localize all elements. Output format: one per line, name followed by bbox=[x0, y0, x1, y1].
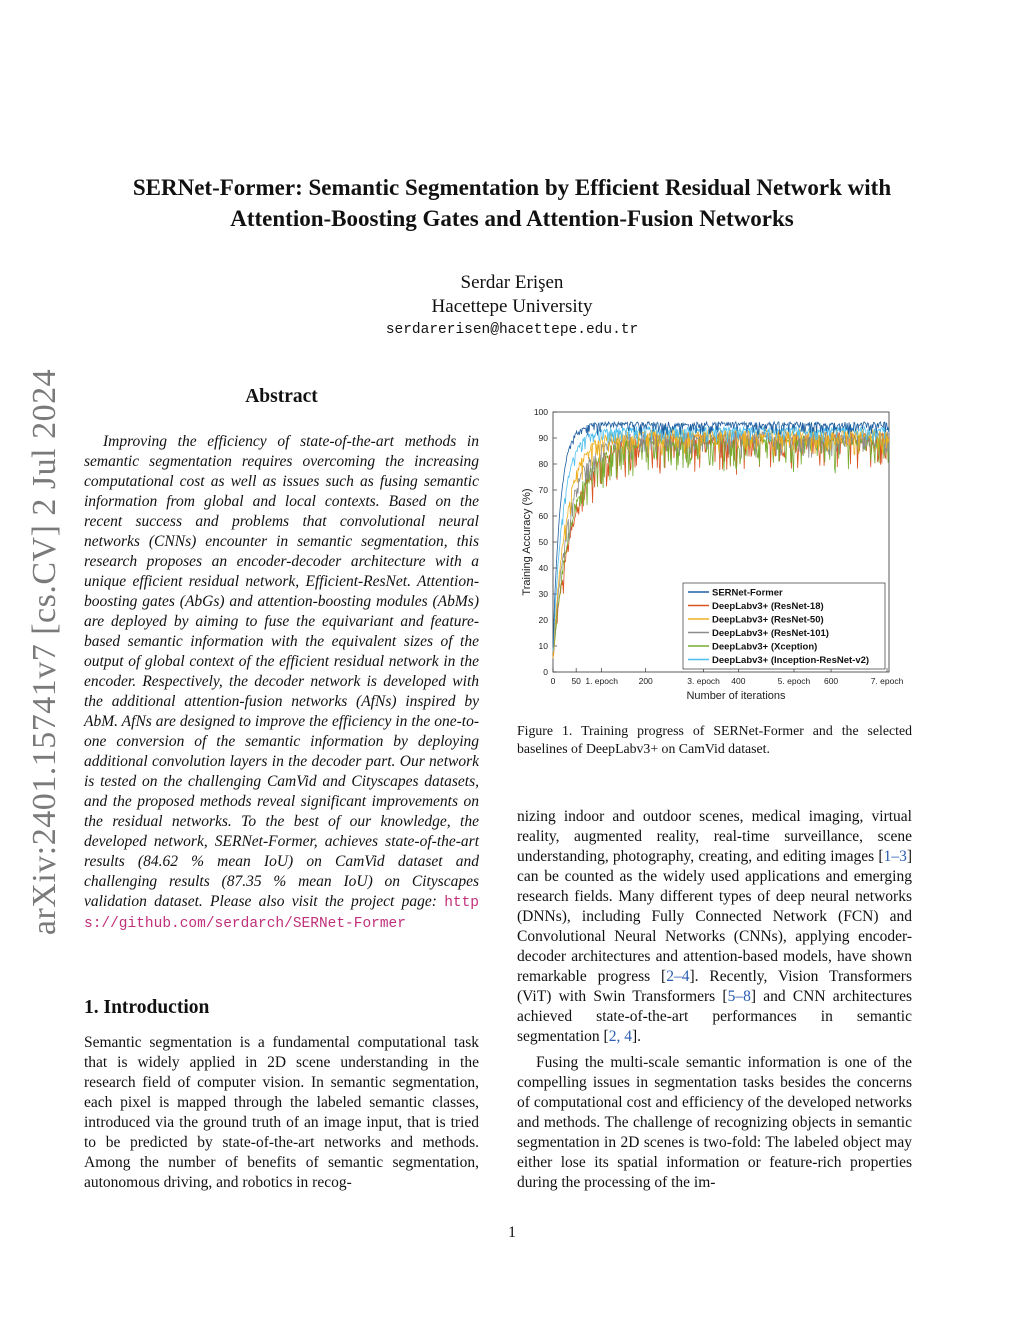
x-tick-label: 600 bbox=[823, 676, 839, 686]
introduction-heading: 1. Introduction bbox=[84, 997, 210, 1018]
legend-entry: DeepLabv3+ (ResNet-18) bbox=[712, 601, 824, 612]
y-tick-label: 30 bbox=[538, 589, 548, 599]
author-affiliation: Hacettepe University bbox=[431, 296, 593, 317]
title-line-1: SERNet-Former: Semantic Segmentation by Efficient Residual Network with bbox=[132, 175, 892, 200]
y-tick-label: 20 bbox=[538, 615, 548, 625]
x-tick-label: 0 bbox=[550, 676, 556, 686]
arxiv-identifier: arXiv:2401.15741v7 [cs.CV] 2 Jul 2024 bbox=[26, 368, 63, 936]
legend-entry: DeepLabv3+ (Xception) bbox=[712, 641, 818, 653]
citation-link[interactable]: 2–4 bbox=[666, 968, 690, 985]
legend-entry: SERNet-Former bbox=[712, 587, 783, 599]
y-tick-label: 80 bbox=[538, 459, 548, 469]
x-tick-label: 1. epoch bbox=[585, 676, 618, 686]
y-axis-label: Training Accuracy (%) bbox=[521, 488, 533, 596]
x-tick-label: 50 bbox=[571, 676, 581, 686]
introduction-paragraph-1-continued: nizing indoor and outdoor scenes, medical imaging, virtual reality, augmented reality, real-time surveillance, scene understanding, photography, creating, and editing images [1–3] can be counted as the widely used applications and emerging research fields. Many different types of deep neural networks (DNNs), including Fully Connected Network (FCN) and Convolutional Neural Networks (CNNs), applying encoder-decoder architectures and attention-based models, have shown remarkable progress [2–4]. Recently, Vision Transformers (ViT) with Swin Transformers [5–8] and CNN architectures achieved state-of-the-art performances in semantic segmentation [2, 4]. bbox=[517, 808, 912, 1045]
citation-link[interactable]: 1–3 bbox=[883, 848, 907, 865]
paper-title bbox=[60, 172, 964, 234]
y-tick-label: 90 bbox=[538, 433, 548, 443]
x-axis-label: Number of iterations bbox=[686, 690, 786, 702]
y-tick-label: 50 bbox=[538, 537, 548, 547]
abstract-heading: Abstract bbox=[245, 386, 318, 407]
abstract-paragraph: Improving the efficiency of state-of-the-art methods in semantic segmentation requires overcoming the increasing computational cost as well as issues such as fusing semantic information from global and local contexts. Based on the recent success and problems that convolutional neural networks (CNNs) encounter in semantic segmentation, this research proposes an encoder-decoder architecture with a unique efficient residual network, Efficient-ResNet. Attention-boosting gates (AbGs) and attention-boosting modules (AbMs) are deployed by aiming to fuse the equivariant and feature-based semantic information with the equivalent sizes of the output of global context of the efficient residual network in the encoder. Respectively, the decoder network is developed with the additional attention-fusion networks (AfNs) inspired by AbM. AfNs are designed to improve the efficiency in the one-to-one conversion of the semantic information by deploying additional convolution layers in the decoder part. Our network is tested on the challenging CamVid and Cityscapes datasets, and the proposed methods reveal significant improvements on the residual networks. To the best of our knowledge, the developed network, SERNet-Former, achieves state-of-the-art results (84.62 % mean IoU) on CamVid dataset and challenging results (87.35 % mean IoU) on Cityscapes validation dataset. Please also visit the project page: bbox=[84, 433, 479, 910]
introduction-paragraph-2: Fusing the multi-scale semantic information is one of the compelling issues in segmentation tasks besides the concerns of computational cost and efficiency of the developed networks and methods. The challenge of recognizing objects in semantic segmentation in 2D scenes is two-fold: The labeled object may either lose its spatial information or feature-rich properties during the processing of the im- bbox=[517, 1054, 912, 1191]
abstract-text bbox=[84, 432, 479, 934]
x-tick-label: 3. epoch bbox=[687, 676, 720, 686]
citation-link[interactable]: 5–8 bbox=[727, 988, 751, 1005]
x-tick-label: 7. epoch bbox=[870, 676, 904, 686]
legend-entry: DeepLabv3+ (ResNet-50) bbox=[712, 614, 824, 626]
y-tick-label: 100 bbox=[533, 407, 548, 417]
introduction-right-column bbox=[517, 807, 912, 1199]
y-tick-label: 0 bbox=[543, 667, 548, 677]
author-name: Serdar Erişen bbox=[460, 272, 564, 293]
y-tick-label: 10 bbox=[538, 641, 548, 651]
x-tick-label: 400 bbox=[731, 676, 746, 686]
figure-caption: Figure 1. Training progress of SERNet-Former and the selected baselines of DeepLabv3+ on CamVid dataset. bbox=[517, 723, 912, 756]
figure-1 bbox=[515, 400, 915, 710]
legend-entry: DeepLabv3+ (ResNet-101) bbox=[712, 628, 829, 639]
x-tick-label: 200 bbox=[638, 676, 653, 686]
y-tick-label: 60 bbox=[538, 511, 548, 521]
chart-legend bbox=[683, 583, 885, 669]
training-accuracy-chart bbox=[515, 400, 915, 710]
project-page-link[interactable]: https://github.com/serdarch/SERNet-Former bbox=[84, 895, 479, 932]
y-tick-label: 40 bbox=[538, 563, 548, 573]
x-tick-label: 5. epoch bbox=[777, 676, 811, 686]
title-line-2: Attention-Boosting Gates and Attention-Fusion Networks bbox=[230, 206, 794, 231]
author-email: serdarerisen@hacettepe.edu.tr bbox=[385, 322, 639, 338]
y-tick-label: 70 bbox=[538, 485, 548, 495]
citation-link[interactable]: 2, 4 bbox=[608, 1028, 632, 1045]
page-number: 1 bbox=[508, 1224, 516, 1241]
legend-entry: DeepLabv3+ (Inception-ResNet-v2) bbox=[712, 655, 870, 666]
introduction-paragraph-1: Semantic segmentation is a fundamental computational task that is widely applied in 2D scene understanding in the research field of computer vision. In semantic segmentation, each pixel is mapped through the labeled semantic classes, introduced via the ground truth of an image input, that is tried to be predicted by state-of-the-art networks and methods. Among the number of benefits of semantic segmentation, autonomous driving, and robotics in recog- bbox=[84, 1034, 479, 1191]
